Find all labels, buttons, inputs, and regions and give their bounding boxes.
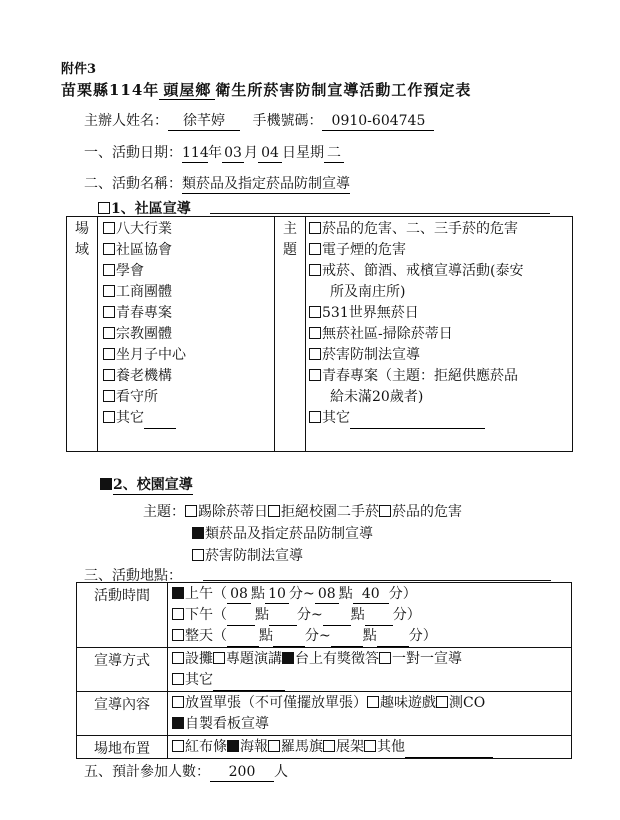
venue-other-blank[interactable]	[144, 414, 176, 429]
checkbox-checked-icon[interactable]	[282, 652, 294, 664]
venue-item[interactable]: 坐月子中心	[103, 345, 274, 366]
checkbox-icon[interactable]	[103, 411, 115, 423]
school-option-3: 菸品的危害	[392, 504, 462, 520]
topic-item[interactable]: 菸品的危害、二、三手菸的危害	[309, 219, 572, 240]
checkbox-checked-icon[interactable]	[192, 527, 204, 539]
venue-item[interactable]: 社區協會	[103, 240, 274, 261]
morning-end-hour: 08	[315, 586, 339, 604]
checkbox-icon[interactable]	[103, 369, 115, 381]
topic-item-cont: 給未滿20歲者)	[330, 389, 424, 405]
section1-heading-text: 1、社區宣導	[111, 201, 191, 217]
allday-row: 整天（ 點 分~ 點 分）	[172, 626, 571, 647]
checkbox-icon[interactable]	[309, 222, 321, 234]
morning-start-hour: 08	[227, 586, 251, 604]
time-blank[interactable]	[269, 611, 297, 626]
activity-date-label: 一、活動日期：	[84, 145, 182, 161]
topic-item[interactable]: 戒菸、節酒、戒檳宣導活動(泰安	[309, 261, 572, 282]
venue-list	[98, 217, 275, 452]
method-cell	[168, 648, 572, 692]
checkbox-icon[interactable]	[379, 505, 391, 517]
section1-heading-line	[210, 213, 550, 214]
activity-day: 04	[258, 145, 282, 163]
morning-start-min: 10	[265, 586, 289, 604]
method-label: 宣導方式	[94, 653, 150, 669]
details-table	[76, 582, 572, 759]
checkbox-icon[interactable]	[268, 505, 280, 517]
time-cell	[168, 583, 572, 648]
activity-date-row	[84, 142, 344, 163]
checkbox-icon[interactable]	[185, 505, 197, 517]
morning-row: 上午（ 08 點 10 分~ 08 點 40 分）	[172, 584, 571, 605]
checkbox-icon[interactable]	[379, 652, 391, 664]
time-label-cell	[77, 583, 168, 648]
venue-item[interactable]: 學會	[103, 261, 274, 282]
organizer-phone-label: 手機號碼：	[252, 113, 323, 129]
content-row1: 放置單張（不可僅擺放單張） 趣味遊戲 測CO	[172, 693, 571, 714]
participants-unit: 人	[274, 764, 288, 780]
checkbox-icon[interactable]	[103, 264, 115, 276]
location-blank[interactable]	[203, 580, 551, 581]
venue-label-2: 域	[75, 242, 89, 258]
checkbox-icon[interactable]	[323, 740, 335, 752]
participants-value: 200	[210, 764, 274, 782]
section2-topic-row1	[143, 501, 462, 521]
time-blank[interactable]	[227, 632, 259, 647]
school-option-4: 類菸品及指定菸品防制宣導	[205, 526, 373, 542]
checkbox-icon[interactable]	[213, 652, 225, 664]
checkbox-icon[interactable]	[309, 348, 321, 360]
participants-row	[84, 761, 288, 782]
activity-name-row	[84, 173, 350, 194]
checkbox-icon[interactable]	[172, 673, 184, 685]
checkbox-checked-icon[interactable]	[172, 587, 184, 599]
participants-label: 五、預計參加人數：	[84, 764, 210, 780]
activity-weekday: 二	[324, 145, 344, 163]
checkbox-icon[interactable]	[309, 264, 321, 276]
section2-checkbox[interactable]	[100, 478, 112, 490]
checkbox-icon[interactable]	[364, 740, 376, 752]
activity-month: 03	[222, 145, 244, 163]
venue-item[interactable]: 八大行業	[103, 219, 274, 240]
time-blank[interactable]	[331, 632, 363, 647]
checkbox-icon[interactable]	[309, 306, 321, 318]
layout-row: 紅布條 海報 羅馬旗 展架 其他	[172, 737, 571, 758]
checkbox-checked-icon[interactable]	[227, 740, 239, 752]
content-label: 宣導內容	[94, 697, 150, 713]
layout-label-cell	[77, 736, 168, 759]
topic-item[interactable]: 青春專案（主題：拒絕供應菸品	[309, 366, 572, 387]
checkbox-icon[interactable]	[309, 411, 321, 423]
layout-other-blank[interactable]	[405, 743, 493, 758]
venue-item[interactable]: 宗教團體	[103, 324, 274, 345]
checkbox-icon[interactable]	[172, 696, 184, 708]
method-row1: 設攤 專題演講 台上有獎徵答 一對一宣導	[172, 649, 571, 670]
time-blank[interactable]	[227, 611, 255, 626]
year-unit: 年	[208, 145, 222, 161]
venue-label-1: 場	[75, 221, 89, 237]
checkbox-icon[interactable]	[103, 306, 115, 318]
checkbox-checked-icon[interactable]	[172, 717, 184, 729]
checkbox-icon[interactable]	[103, 243, 115, 255]
venue-item[interactable]: 養老機構	[103, 366, 274, 387]
title-suffix: 衛生所菸害防制宣導活動工作預定表	[215, 81, 472, 99]
checkbox-icon[interactable]	[103, 222, 115, 234]
school-option-2: 拒絕校園二手菸	[281, 504, 379, 520]
content-cell	[168, 692, 572, 736]
layout-label: 場地布置	[94, 741, 150, 757]
checkbox-icon[interactable]	[309, 327, 321, 339]
method-other-blank[interactable]	[213, 676, 285, 691]
venue-item[interactable]: 其它	[103, 408, 274, 429]
checkbox-icon[interactable]	[103, 327, 115, 339]
topic-other-blank[interactable]	[350, 414, 485, 429]
organizer-row	[84, 110, 434, 131]
time-label: 活動時間	[94, 588, 150, 604]
title-prefix: 苗栗縣114年	[61, 81, 160, 99]
time-blank[interactable]	[273, 632, 305, 647]
topic-item[interactable]: 菸害防制法宣導	[309, 345, 572, 366]
topic-item[interactable]: 531世界無菸日	[309, 303, 572, 324]
time-blank[interactable]	[365, 611, 393, 626]
checkbox-icon[interactable]	[103, 348, 115, 360]
page-title	[61, 79, 471, 100]
content-label-cell	[77, 692, 168, 736]
checkbox-icon[interactable]	[172, 608, 184, 620]
checkbox-icon[interactable]	[436, 696, 448, 708]
topic-label-2: 題	[283, 242, 297, 258]
section1-checkbox[interactable]	[98, 202, 110, 214]
layout-cell	[168, 736, 572, 759]
checkbox-icon[interactable]	[172, 740, 184, 752]
activity-name-label: 二、活動名稱：	[84, 176, 182, 192]
school-option-1: 踢除菸蒂日	[198, 504, 268, 520]
location-label: 三、活動地點：	[84, 568, 182, 584]
organizer-phone: 0910-604745	[322, 113, 434, 131]
organizer-name-label: 主辦人姓名：	[84, 113, 168, 129]
checkbox-icon[interactable]	[172, 652, 184, 664]
checkbox-icon[interactable]	[268, 740, 280, 752]
organizer-name: 徐芊婷	[168, 113, 240, 131]
checkbox-icon[interactable]	[172, 629, 184, 641]
section2-topic-row2	[192, 523, 373, 543]
community-table	[66, 216, 573, 452]
section2-heading-text: 2、校園宣導	[113, 477, 193, 493]
topic-item[interactable]: 無菸社區-掃除菸蒂日	[309, 324, 572, 345]
checkbox-icon[interactable]	[309, 243, 321, 255]
method-row2: 其它	[172, 670, 571, 691]
checkbox-icon[interactable]	[192, 549, 204, 561]
section2-heading	[100, 477, 193, 495]
afternoon-row: 下午（ 點 分~ 點 分）	[172, 605, 571, 626]
section2-topic-label: 主題：	[143, 504, 185, 520]
section2-topic-row3	[192, 545, 303, 565]
venue-label-cell	[67, 217, 98, 452]
venue-item[interactable]: 工商團體	[103, 282, 274, 303]
topic-label-cell	[275, 217, 306, 452]
time-blank[interactable]	[377, 632, 409, 647]
venue-item[interactable]: 青春專案	[103, 303, 274, 324]
activity-year: 114	[182, 145, 209, 161]
day-unit: 日星期	[282, 145, 324, 161]
topic-item[interactable]: 其它	[309, 408, 572, 429]
venue-item[interactable]: 看守所	[103, 387, 274, 408]
topic-label-1: 主	[283, 221, 297, 237]
month-unit: 月	[244, 145, 258, 161]
morning-end-min: 40	[353, 586, 389, 604]
school-option-5: 菸害防制法宣導	[205, 548, 303, 564]
title-township: 頭屋鄉	[159, 82, 215, 100]
topic-item-cont: 所及南庄所)	[330, 284, 406, 300]
topic-list	[306, 217, 573, 452]
checkbox-icon[interactable]	[103, 285, 115, 297]
checkbox-icon[interactable]	[103, 390, 115, 402]
method-label-cell	[77, 648, 168, 692]
topic-item[interactable]: 電子煙的危害	[309, 240, 572, 261]
section1-heading	[98, 198, 191, 218]
time-blank[interactable]	[323, 611, 351, 626]
checkbox-icon[interactable]	[309, 369, 321, 381]
attachment-label: 附件3	[61, 62, 97, 77]
activity-name-value: 類菸品及指定菸品防制宣導	[182, 176, 350, 192]
content-row2: 自製看板宣導	[172, 714, 571, 735]
checkbox-icon[interactable]	[367, 696, 379, 708]
